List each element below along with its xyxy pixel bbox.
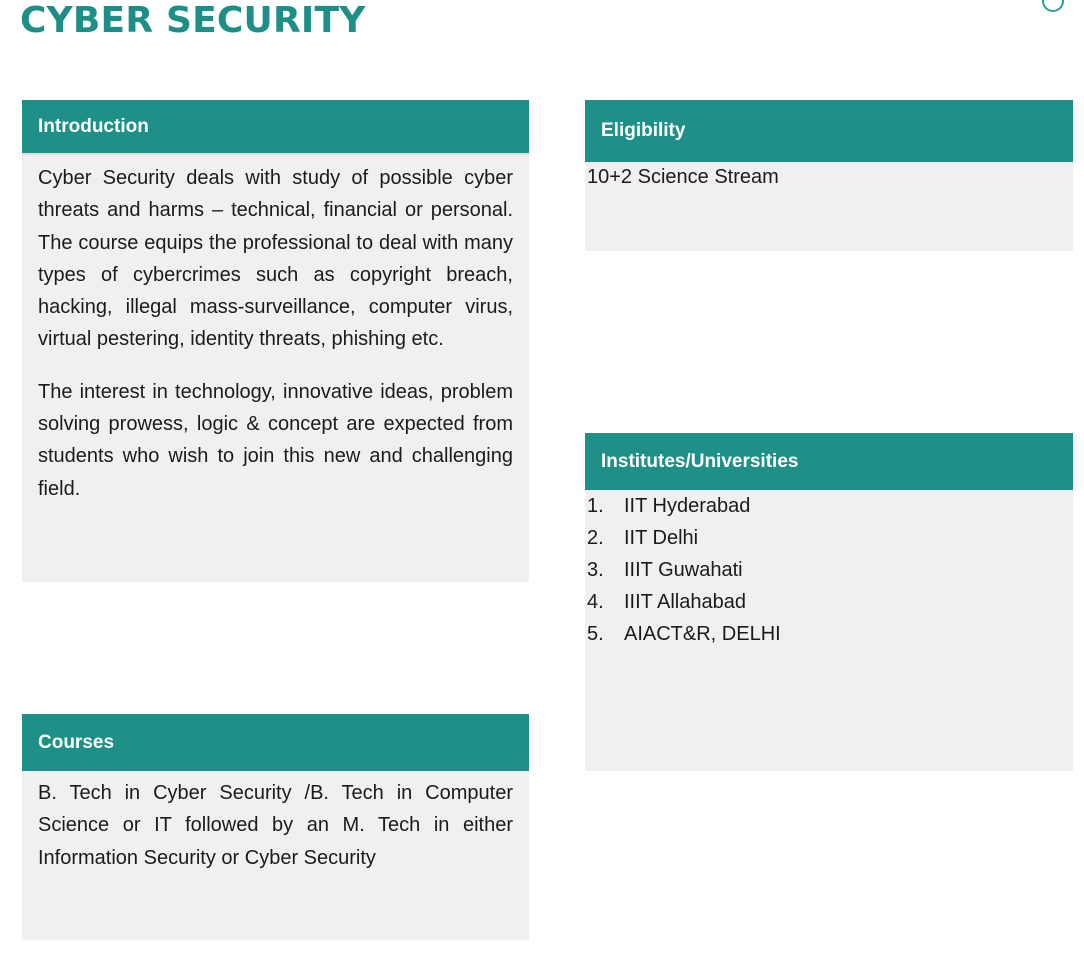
- list-item: [587, 586, 1071, 618]
- circle-icon: [1042, 0, 1064, 12]
- list-item-name: IIIT Guwahati: [624, 559, 743, 581]
- list-item-name: IIIT Allahabad: [624, 591, 746, 613]
- courses-text: B. Tech in Cyber Security /B. Tech in Computer Science or IT followed by an M. Tech in either Information Security or Cyber Security: [38, 782, 513, 869]
- list-item-name: IIT Delhi: [624, 527, 699, 549]
- courses-card: [22, 714, 529, 940]
- list-item-number: 1.: [587, 495, 604, 517]
- courses-body: [22, 771, 529, 906]
- list-item-number: 3.: [587, 559, 604, 581]
- list-item-number: 4.: [587, 591, 604, 613]
- institutes-card: [585, 433, 1073, 771]
- list-item-name: AIACT&R, DELHI: [624, 623, 781, 645]
- list-item: [587, 554, 1071, 586]
- eligibility-body: [585, 162, 1073, 192]
- list-item: [587, 490, 1071, 522]
- courses-heading: Courses: [22, 714, 529, 771]
- introduction-body: [22, 155, 529, 537]
- introduction-card: [22, 100, 529, 582]
- introduction-paragraph-2: The interest in technology, innovative ideas, problem solving prowess, logic & concept are expected from students who wish to join this new and challenging field.: [38, 380, 513, 500]
- list-item-number: 2.: [587, 527, 604, 549]
- eligibility-card: [585, 100, 1073, 251]
- institutes-list: [587, 490, 1071, 650]
- page-title: CYBER SECURITY: [20, 0, 366, 41]
- eligibility-text: 10+2 Science Stream: [587, 166, 779, 188]
- list-item: [587, 618, 1071, 650]
- list-item-number: 5.: [587, 623, 604, 645]
- list-item: [587, 522, 1071, 554]
- introduction-heading: Introduction: [22, 100, 529, 155]
- institutes-heading: Institutes/Universities: [585, 433, 1073, 490]
- introduction-paragraph-1: Cyber Security deals with study of possible cyber threats and harms – technical, financial or personal. The course equips the professional to deal with many types of cybercrimes such as copyright breach, hacking, illegal mass-surveillance, computer virus, virtual pestering, identity threats, phishing etc.: [38, 167, 513, 351]
- list-item-name: IIT Hyderabad: [624, 495, 751, 517]
- institutes-body: [585, 490, 1073, 650]
- eligibility-heading: Eligibility: [585, 100, 1073, 162]
